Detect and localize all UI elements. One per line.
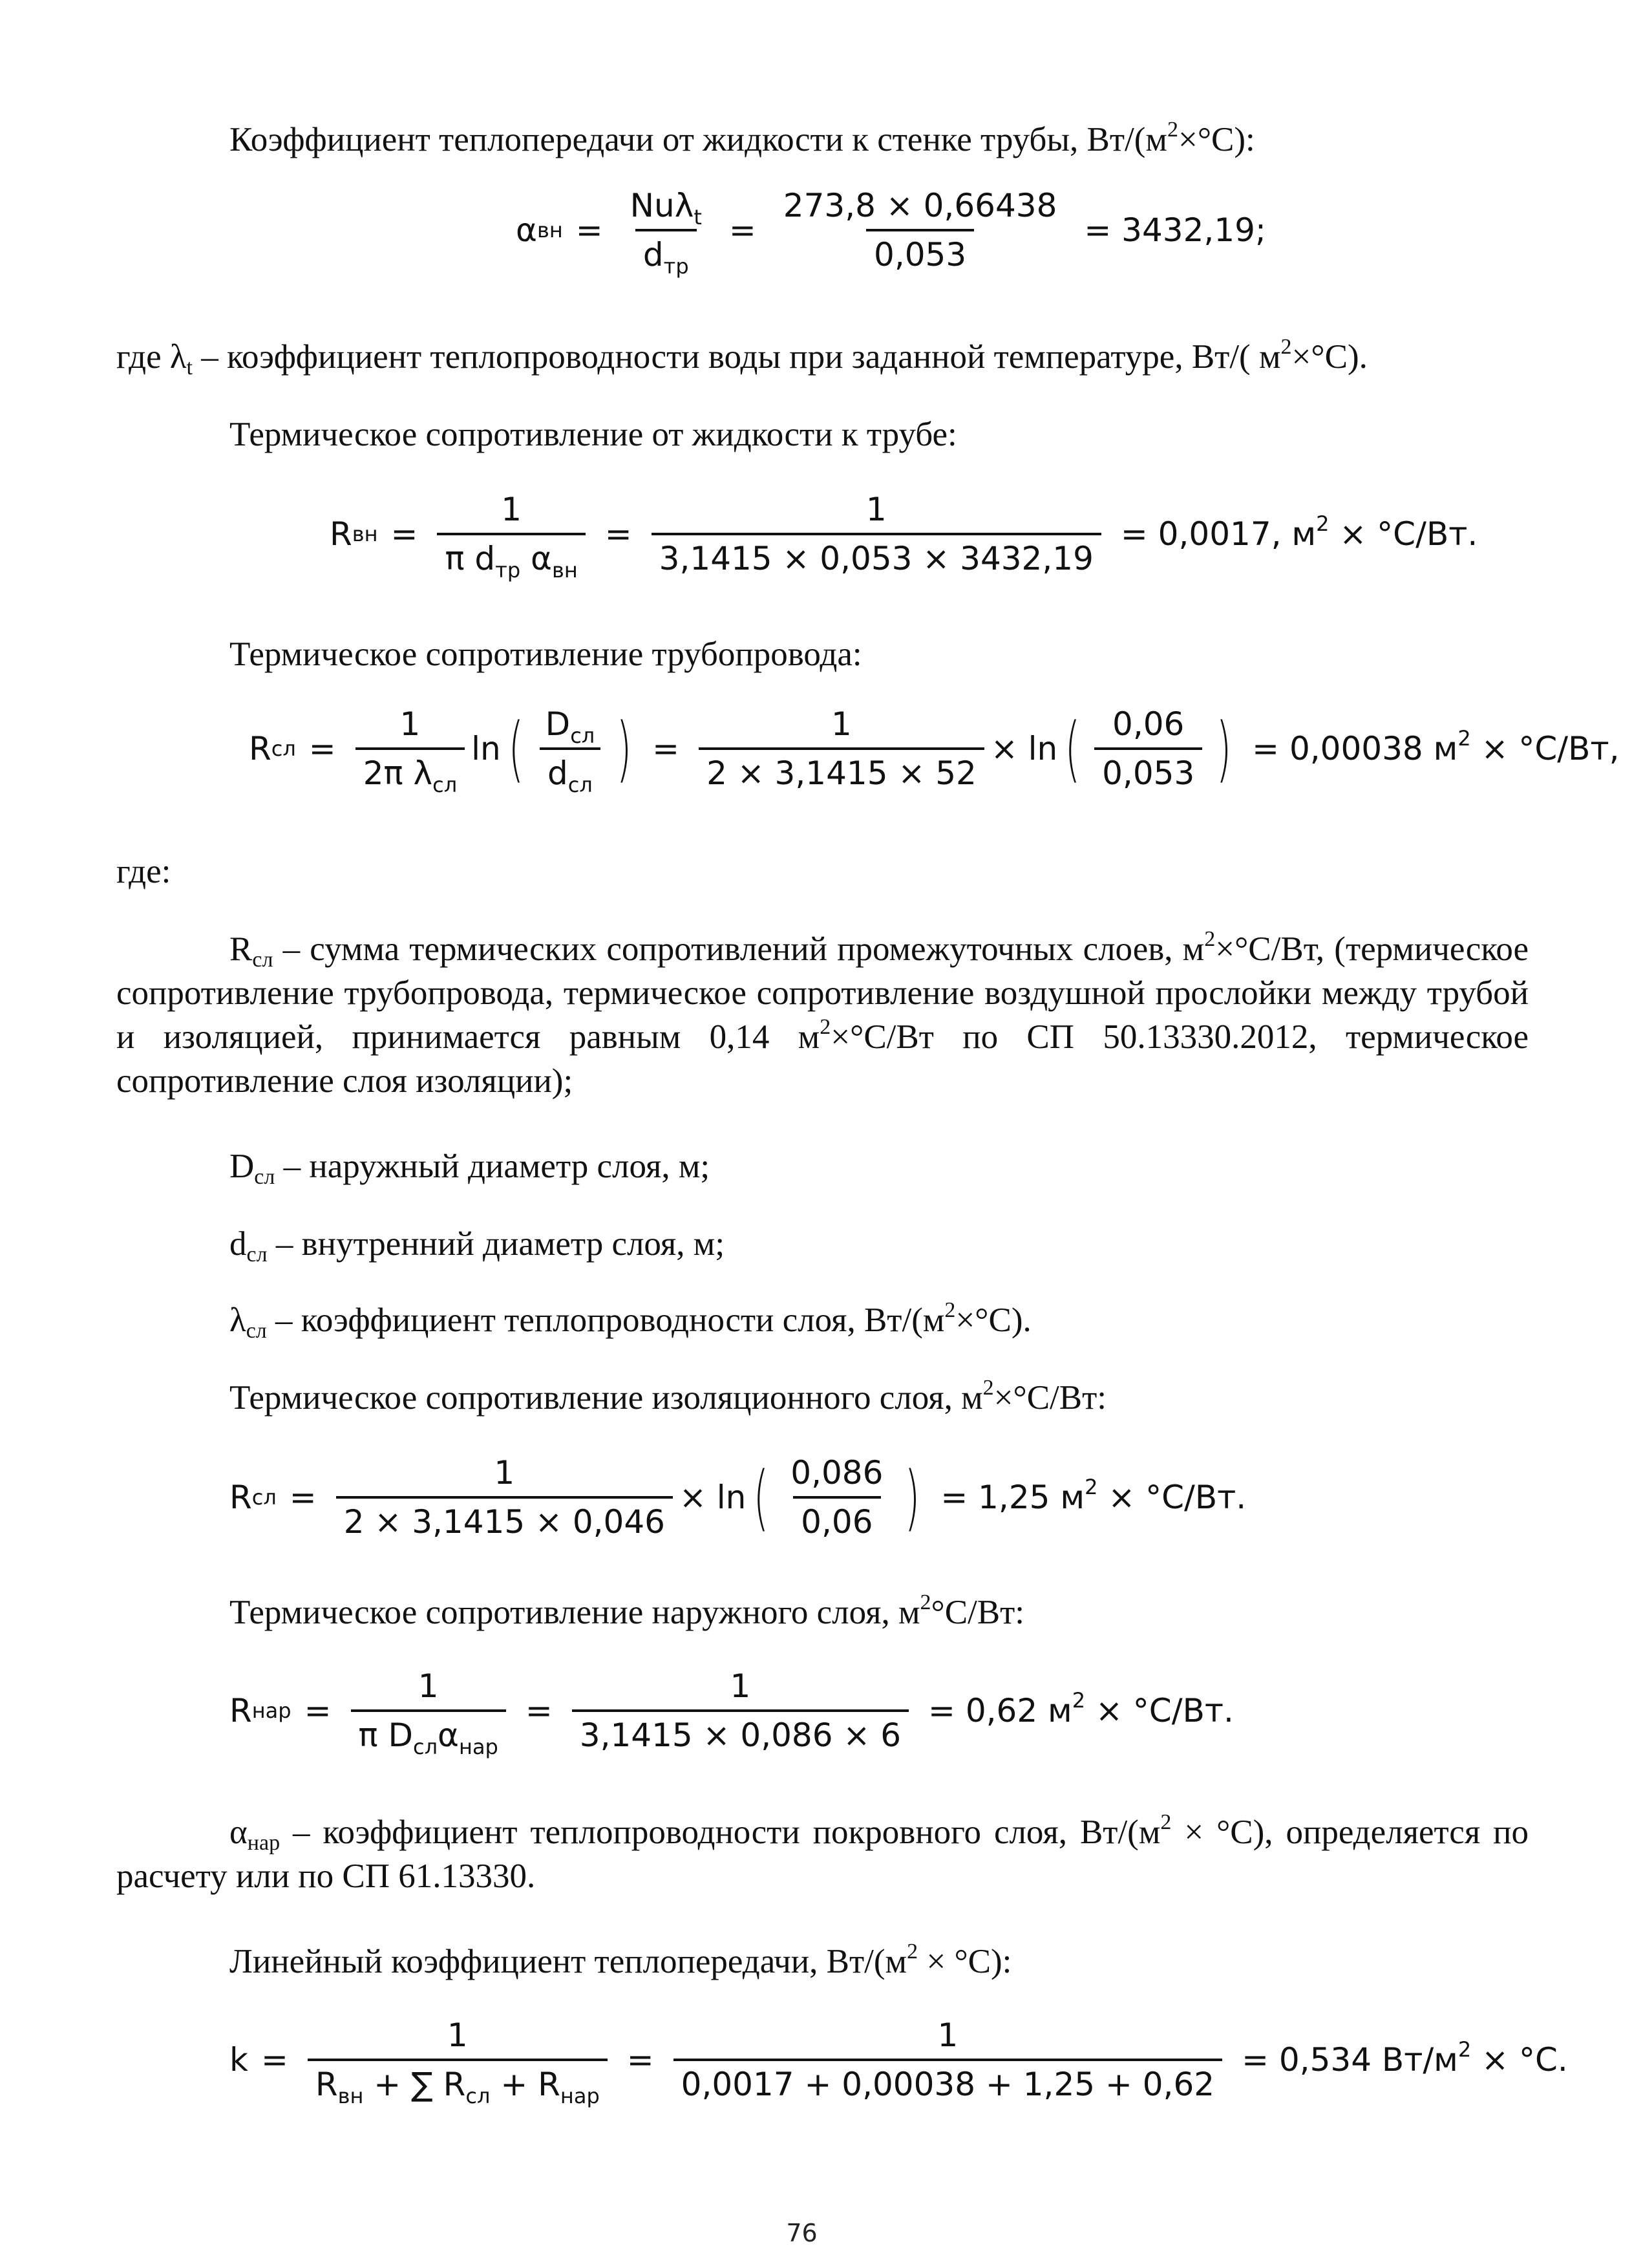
paragraph-where: где: — [116, 853, 171, 890]
paragraph-insulation-resistance — [229, 1376, 1529, 1420]
numerator: 1 — [399, 705, 421, 743]
fraction — [776, 187, 1065, 273]
formula-alpha-vn: α вн = $\frac{Nu\lambda_t}{d_{тр}}$ = $\frac{273,8 \times 0,66438}{0,053}$ = 3432,19; — [516, 187, 1266, 279]
subscript: t — [186, 356, 193, 380]
denominator: 0,053 — [866, 229, 974, 273]
fraction — [336, 1455, 673, 1540]
formula-symbol: α — [516, 211, 537, 249]
formula-result: = 3432,19; — [1084, 211, 1266, 249]
formula-text: π D — [358, 1717, 413, 1754]
formula-text: π d — [445, 540, 496, 577]
formula-text: × °С/Вт. — [1329, 515, 1478, 553]
denominator: 0,06 — [793, 1496, 880, 1540]
formula-symbol: R — [229, 1479, 252, 1516]
formula-result — [1252, 726, 1620, 767]
denominator — [351, 1709, 506, 1759]
formula-result — [928, 1688, 1234, 1729]
formula-text: + R — [490, 2066, 560, 2103]
formula-text: × °С/Вт, — [1470, 730, 1620, 767]
formula-superscript: 2 — [1457, 726, 1471, 751]
formula-text: × °С/Вт. — [1097, 1479, 1247, 1516]
formula-text: d — [642, 236, 664, 273]
text: ×°С/Вт, (термическое сопротивление трубопровода, термическое сопротивление воздушной прослойки между трубой и изоляцией, принимается равным 0,14 м — [116, 930, 1529, 1056]
numerator: 0,06 — [1112, 705, 1185, 743]
formula-subscript: тр — [495, 558, 521, 583]
numerator: 1 — [831, 705, 852, 743]
text: где λ — [116, 338, 187, 376]
equals-sign: = — [304, 1692, 332, 1729]
denominator — [437, 533, 585, 583]
superscript: 2 — [982, 1376, 994, 1400]
superscript: 2 — [1280, 335, 1292, 359]
formula-text: 2π λ — [363, 754, 433, 792]
equals-sign: = — [308, 730, 336, 767]
formula-text: α — [520, 540, 552, 577]
equals-sign: = — [728, 211, 756, 249]
formula-subscript: сл — [432, 773, 458, 797]
denominator — [540, 747, 600, 797]
formula-text: = 0,62 м — [928, 1692, 1072, 1729]
numerator: 0,086 — [790, 1454, 884, 1492]
formula-superscript: 2 — [1085, 1475, 1098, 1499]
text: Термическое сопротивление наружного слоя, м — [229, 1594, 920, 1631]
numerator: 1 — [865, 491, 887, 528]
text: – внутренний диаметр слоя, м; — [267, 1225, 725, 1263]
numerator: 1 — [418, 1667, 439, 1705]
paragraph-d-inner — [229, 1222, 1529, 1266]
fraction — [1094, 706, 1202, 791]
formula-r-vn: R вн = $\frac{1}{\pi d_{тр} \alpha_{вн}}$ = $\frac{1}{3,1415 \times 0,053 \times 3432,19}$ = 0,0017, $м^2 \times ^\circ С/Вт$. — [330, 491, 1478, 583]
formula-text: + ∑ R — [363, 2066, 466, 2103]
numerator: 1 — [447, 2017, 468, 2054]
denominator — [355, 747, 465, 797]
formula-text: = 1,25 м — [940, 1479, 1085, 1516]
denominator: 0,0017 + 0,00038 + 1,25 + 0,62 — [673, 2059, 1222, 2102]
equals-sign: = — [289, 1479, 317, 1516]
paragraph-d-outer — [229, 1144, 1529, 1188]
formula-superscript: 2 — [1072, 1688, 1086, 1713]
paragraph-pipe-resistance: Термическое сопротивление трубопровода: — [229, 636, 862, 673]
text: ×°С). — [1291, 338, 1368, 376]
text: – сумма термических сопротивлений промежуточных слоев, м — [273, 930, 1205, 968]
equals-sign: = — [525, 1692, 553, 1729]
formula-text: = 0,534 Вт/м — [1242, 2041, 1458, 2079]
superscript: 2 — [944, 1298, 956, 1322]
formula-subscript: сл — [413, 1735, 438, 1759]
numerator: 1 — [494, 1454, 515, 1492]
denominator: 0,053 — [1094, 747, 1202, 791]
page-number: 76 — [786, 2219, 818, 2247]
denominator: 2 × 3,1415 × 0,046 — [336, 1496, 673, 1540]
text: λ — [229, 1301, 246, 1339]
denominator — [308, 2059, 608, 2108]
text: D — [229, 1148, 255, 1185]
text: ×°С/Вт: — [993, 1379, 1107, 1417]
paragraph-r-sl-definition — [116, 927, 1529, 1103]
numerator — [622, 187, 710, 229]
text: α — [229, 1813, 248, 1851]
formula-symbol: k — [229, 2041, 248, 2079]
text: × °С): — [918, 1943, 1012, 1980]
text: Линейный коэффициент теплопередачи, Вт/(м — [229, 1943, 907, 1980]
formula-subscript: сл — [567, 773, 593, 797]
paragraph-heat-transfer-coef — [229, 118, 1529, 162]
paragraph-lambda-t-definition — [116, 335, 1529, 379]
fraction — [351, 1667, 506, 1759]
text: °С/Вт: — [931, 1594, 1025, 1631]
fraction — [673, 2017, 1222, 2102]
fraction — [437, 491, 585, 583]
superscript: 2 — [820, 1015, 831, 1039]
text: d — [229, 1225, 247, 1263]
text: × °С), определяется по расчету или по СП 61.13330. — [116, 1813, 1529, 1895]
formula-superscript: 2 — [1457, 2037, 1472, 2062]
paragraph-lambda-sl — [229, 1298, 1529, 1342]
denominator — [635, 229, 697, 279]
fraction — [652, 491, 1101, 577]
formula-r-nar: R нар = $\frac{1}{\pi D_{сл}\alpha_{нар}}$ = $\frac{1}{3,1415 \times 0,086 \times 6}$ = 0,62 $м^2 \times ^\circ С/Вт$. — [229, 1667, 1234, 1759]
formula-subscript: нар — [560, 2084, 600, 2108]
left-paren: ( — [754, 1456, 769, 1539]
subscript: сл — [246, 1319, 267, 1343]
formula-text: = 0,0017, м — [1120, 515, 1317, 553]
formula-text: × °С. — [1471, 2041, 1568, 2079]
fraction — [538, 705, 603, 797]
text: Термическое сопротивление изоляционного слоя, м — [229, 1379, 983, 1417]
text: ×°С/Вт по СП 50.13330.2012, термическое сопротивление слоя изоляции); — [116, 1018, 1529, 1100]
denominator: 3,1415 × 0,086 × 6 — [572, 1709, 909, 1753]
formula-text: R — [315, 2066, 338, 2103]
formula-superscript: 2 — [1316, 511, 1330, 536]
equals-sign: = — [626, 2041, 654, 2079]
subscript: нар — [247, 1831, 281, 1855]
formula-text: D — [545, 705, 571, 743]
formula-text: = 0,00038 м — [1252, 730, 1458, 767]
fraction — [572, 1668, 909, 1753]
numerator: 273,8 × 0,66438 — [783, 187, 1057, 224]
paragraph-alpha-nar-definition — [116, 1810, 1529, 1898]
denominator: 3,1415 × 0,053 × 3432,19 — [652, 533, 1101, 577]
formula-text: Nuλ — [630, 187, 694, 224]
fraction — [783, 1455, 891, 1540]
text: R — [229, 930, 253, 968]
numerator: 1 — [730, 1667, 751, 1705]
paragraph-linear-coef — [229, 1940, 1529, 1984]
formula-r-sl-pipe: R сл = $\frac{1}{2\pi \lambda_{сл}}$ ln ( $\frac{D_{сл}}{d_{сл}}$ ) = $\frac{1}{2 \times 3,1415 \times 52}$ × ln ( $\frac{0,06}{0,053}$ ) = 0,00038 $м^2 \times ^\circ С/Вт$, — [249, 705, 1620, 797]
equals-sign: = — [604, 515, 632, 553]
formula-result — [940, 1475, 1247, 1516]
fraction — [308, 2017, 608, 2108]
equals-sign: = — [260, 2041, 288, 2079]
numerator — [538, 706, 603, 747]
formula-subscript: сл — [570, 723, 595, 748]
right-paren: ) — [905, 1456, 920, 1539]
formula-text: × °С/Вт. — [1085, 1692, 1234, 1729]
formula-symbol: R — [229, 1692, 252, 1729]
subscript: сл — [254, 1165, 275, 1189]
numerator: 1 — [937, 2017, 959, 2054]
numerator: 1 — [501, 491, 522, 528]
superscript: 2 — [907, 1940, 918, 1963]
formula-k — [229, 2017, 1581, 2108]
text: ×°С): — [1178, 121, 1255, 158]
formula-subscript: тр — [663, 254, 689, 279]
equals-sign: = — [652, 730, 680, 767]
fraction — [622, 187, 710, 279]
superscript: 2 — [1204, 927, 1216, 951]
superscript: 2 — [1167, 118, 1178, 142]
ln-operator: × ln — [679, 1479, 747, 1516]
right-paren: ) — [616, 707, 632, 790]
ln-operator: ln — [471, 730, 501, 767]
superscript: 2 — [920, 1590, 931, 1614]
formula-result — [1120, 511, 1478, 553]
fraction — [699, 706, 984, 791]
superscript: 2 — [1160, 1810, 1172, 1834]
fraction — [355, 705, 465, 797]
left-paren: ( — [1065, 707, 1081, 790]
formula-subscript: t — [694, 205, 702, 230]
text: ×°С). — [955, 1301, 1032, 1339]
formula-text: α — [438, 1717, 460, 1754]
text: – коэффициент теплопроводности покровного слоя, Вт/(м — [280, 1813, 1161, 1851]
formula-symbol: R — [249, 730, 271, 767]
formula-subscript: вн — [551, 558, 578, 583]
equals-sign: = — [575, 211, 603, 249]
formula-subscript: нар — [459, 1735, 498, 1759]
text: Коэффициент теплопередачи от жидкости к стенке трубы, Вт/(м — [229, 121, 1167, 158]
formula-result — [1242, 2037, 1568, 2079]
formula-r-sl-insulation: R сл = $\frac{1}{2 \times 3,1415 \times 0,046}$ × ln ( $\frac{0,086}{0,06}$ ) = 1,25 $м^2 \times ^\circ С/Вт$. — [229, 1454, 1247, 1541]
text: – коэффициент теплопроводности слоя, Вт/(м — [266, 1301, 945, 1339]
equals-sign: = — [390, 515, 418, 553]
formula-symbol: R — [330, 515, 352, 553]
text: – наружный диаметр слоя, м; — [275, 1148, 710, 1185]
formula-subscript: сл — [465, 2084, 491, 2108]
subscript: сл — [252, 948, 273, 972]
denominator: 2 × 3,1415 × 52 — [699, 747, 984, 791]
subscript: сл — [246, 1243, 268, 1267]
text: – коэффициент теплопроводности воды при заданной температуре, Вт/( м — [193, 338, 1281, 376]
paragraph-outer-resistance — [229, 1590, 1529, 1634]
right-paren: ) — [1216, 707, 1232, 790]
formula-text: d — [547, 754, 568, 792]
formula-subscript: вн — [337, 2084, 364, 2108]
left-paren: ( — [508, 707, 524, 790]
ln-operator: × ln — [990, 730, 1058, 767]
paragraph-resistance-fluid-pipe: Термическое сопротивление от жидкости к трубе: — [229, 416, 957, 453]
